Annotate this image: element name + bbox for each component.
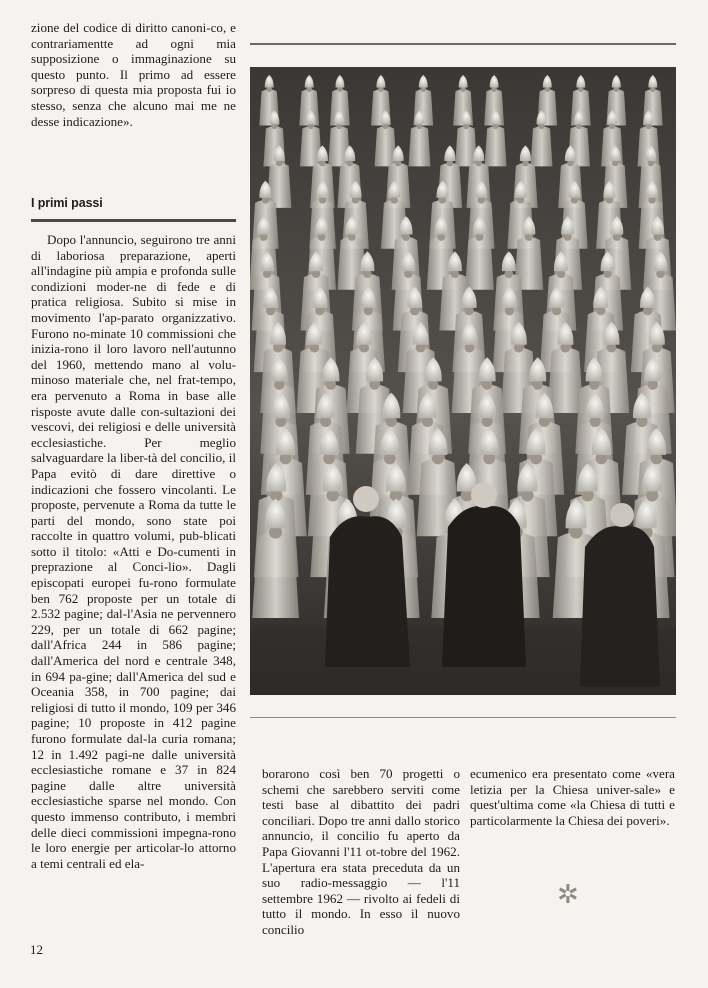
column1-top-text: zione del codice di diritto canoni-co, e contrariamentte ad ogni mia supposizione o immaginazione su questo punto. Il primo ad essere sorpreso di questa mia proposta fui io stesso, senza che alcuno mai me ne desse indicazione». — [31, 20, 236, 129]
column2-text: borarono così ben 70 progetti o schemi che sarebbero serviti come testi base al dibattito dei padri conciliari. Dopo tre anni dallo storico annuncio, il concilio fu aperto da Papa Giovanni l'11 ot-tobre del 1962. L'apertura era stata preceduta da un suo radio-messaggio — l'11 settembre 1962 — rivolto ai fedeli di tutto il mondo. In esso il nuovo concilio — [262, 766, 460, 937]
column1-body-text: Dopo l'annuncio, seguirono tre anni di laboriosa preparazione, aperti all'indagine più ampia e profonda sulle condizioni moder-ne di fede e di pratica religiosa. Subito si mise in movimento l'ap-parato organizzativo. Furono no-minate 10 commissioni che inizia-rono il loro lavoro nell'autunno del 1960, mettendo mano al volu-minoso materiale che, nel frat-tempo, era pervenuto a Roma in base alle risposte avute dalle con-sultazioni dei vescovi, dei religiosi e delle università ecclesiastiche. Per meglio salvaguardare la liber-tà del concilio, il Papa evitò di dare direttive o indicazioni che fossero vincolanti. Le proposte, pervenute a Roma da tutte le parti del mondo, sono state poi raccolte in quattro volumi, pub-blicati sotto il titolo: «Atti e Do-cumenti in preprazione al Conci-lio». Dagli episcopati europei fu-rono formulate ben 762 proposte per un totale di 2.532 pagine; dal-l'Asia ne pervennero 229, per un totale di 662 pagine; dall'Africa 244 in 586 pagine; dall'America del nord e centrale 348, in 694 pa-gine; dall'America del sud e Oceania 358, in 700 pagine; dai religiosi di tutto il mondo, 109 per 346 pagine; 10 proposte in 412 pagine furono formulate dal-la curia romana; 12 in 1.492 pagi-ne dalle università ecclesiastiche romane e 37 in 824 pagine dalle altre università ecclesiastiche sparse nel mondo. Con questo immenso contributo, i membri delle dieci commissioni impegna-rono le loro energie per articolar-lo attorno a temi centrali ed ela- — [31, 232, 236, 871]
procession-photo — [250, 67, 676, 695]
photo-bottom-rule — [250, 717, 676, 718]
page-number: 12 — [30, 942, 43, 957]
section-heading-rule — [31, 219, 236, 222]
column3-text: ecumenico era presentato come «vera letizia per la Chiesa univer-sale» e quest'ultima come «la Chiesa di tutti e particolarmente la Chiesa dei poveri». — [470, 766, 675, 828]
section-heading: I primi passi — [31, 196, 103, 210]
photo-top-rule — [250, 43, 676, 45]
asterism-ornament: ✲ — [557, 880, 579, 909]
